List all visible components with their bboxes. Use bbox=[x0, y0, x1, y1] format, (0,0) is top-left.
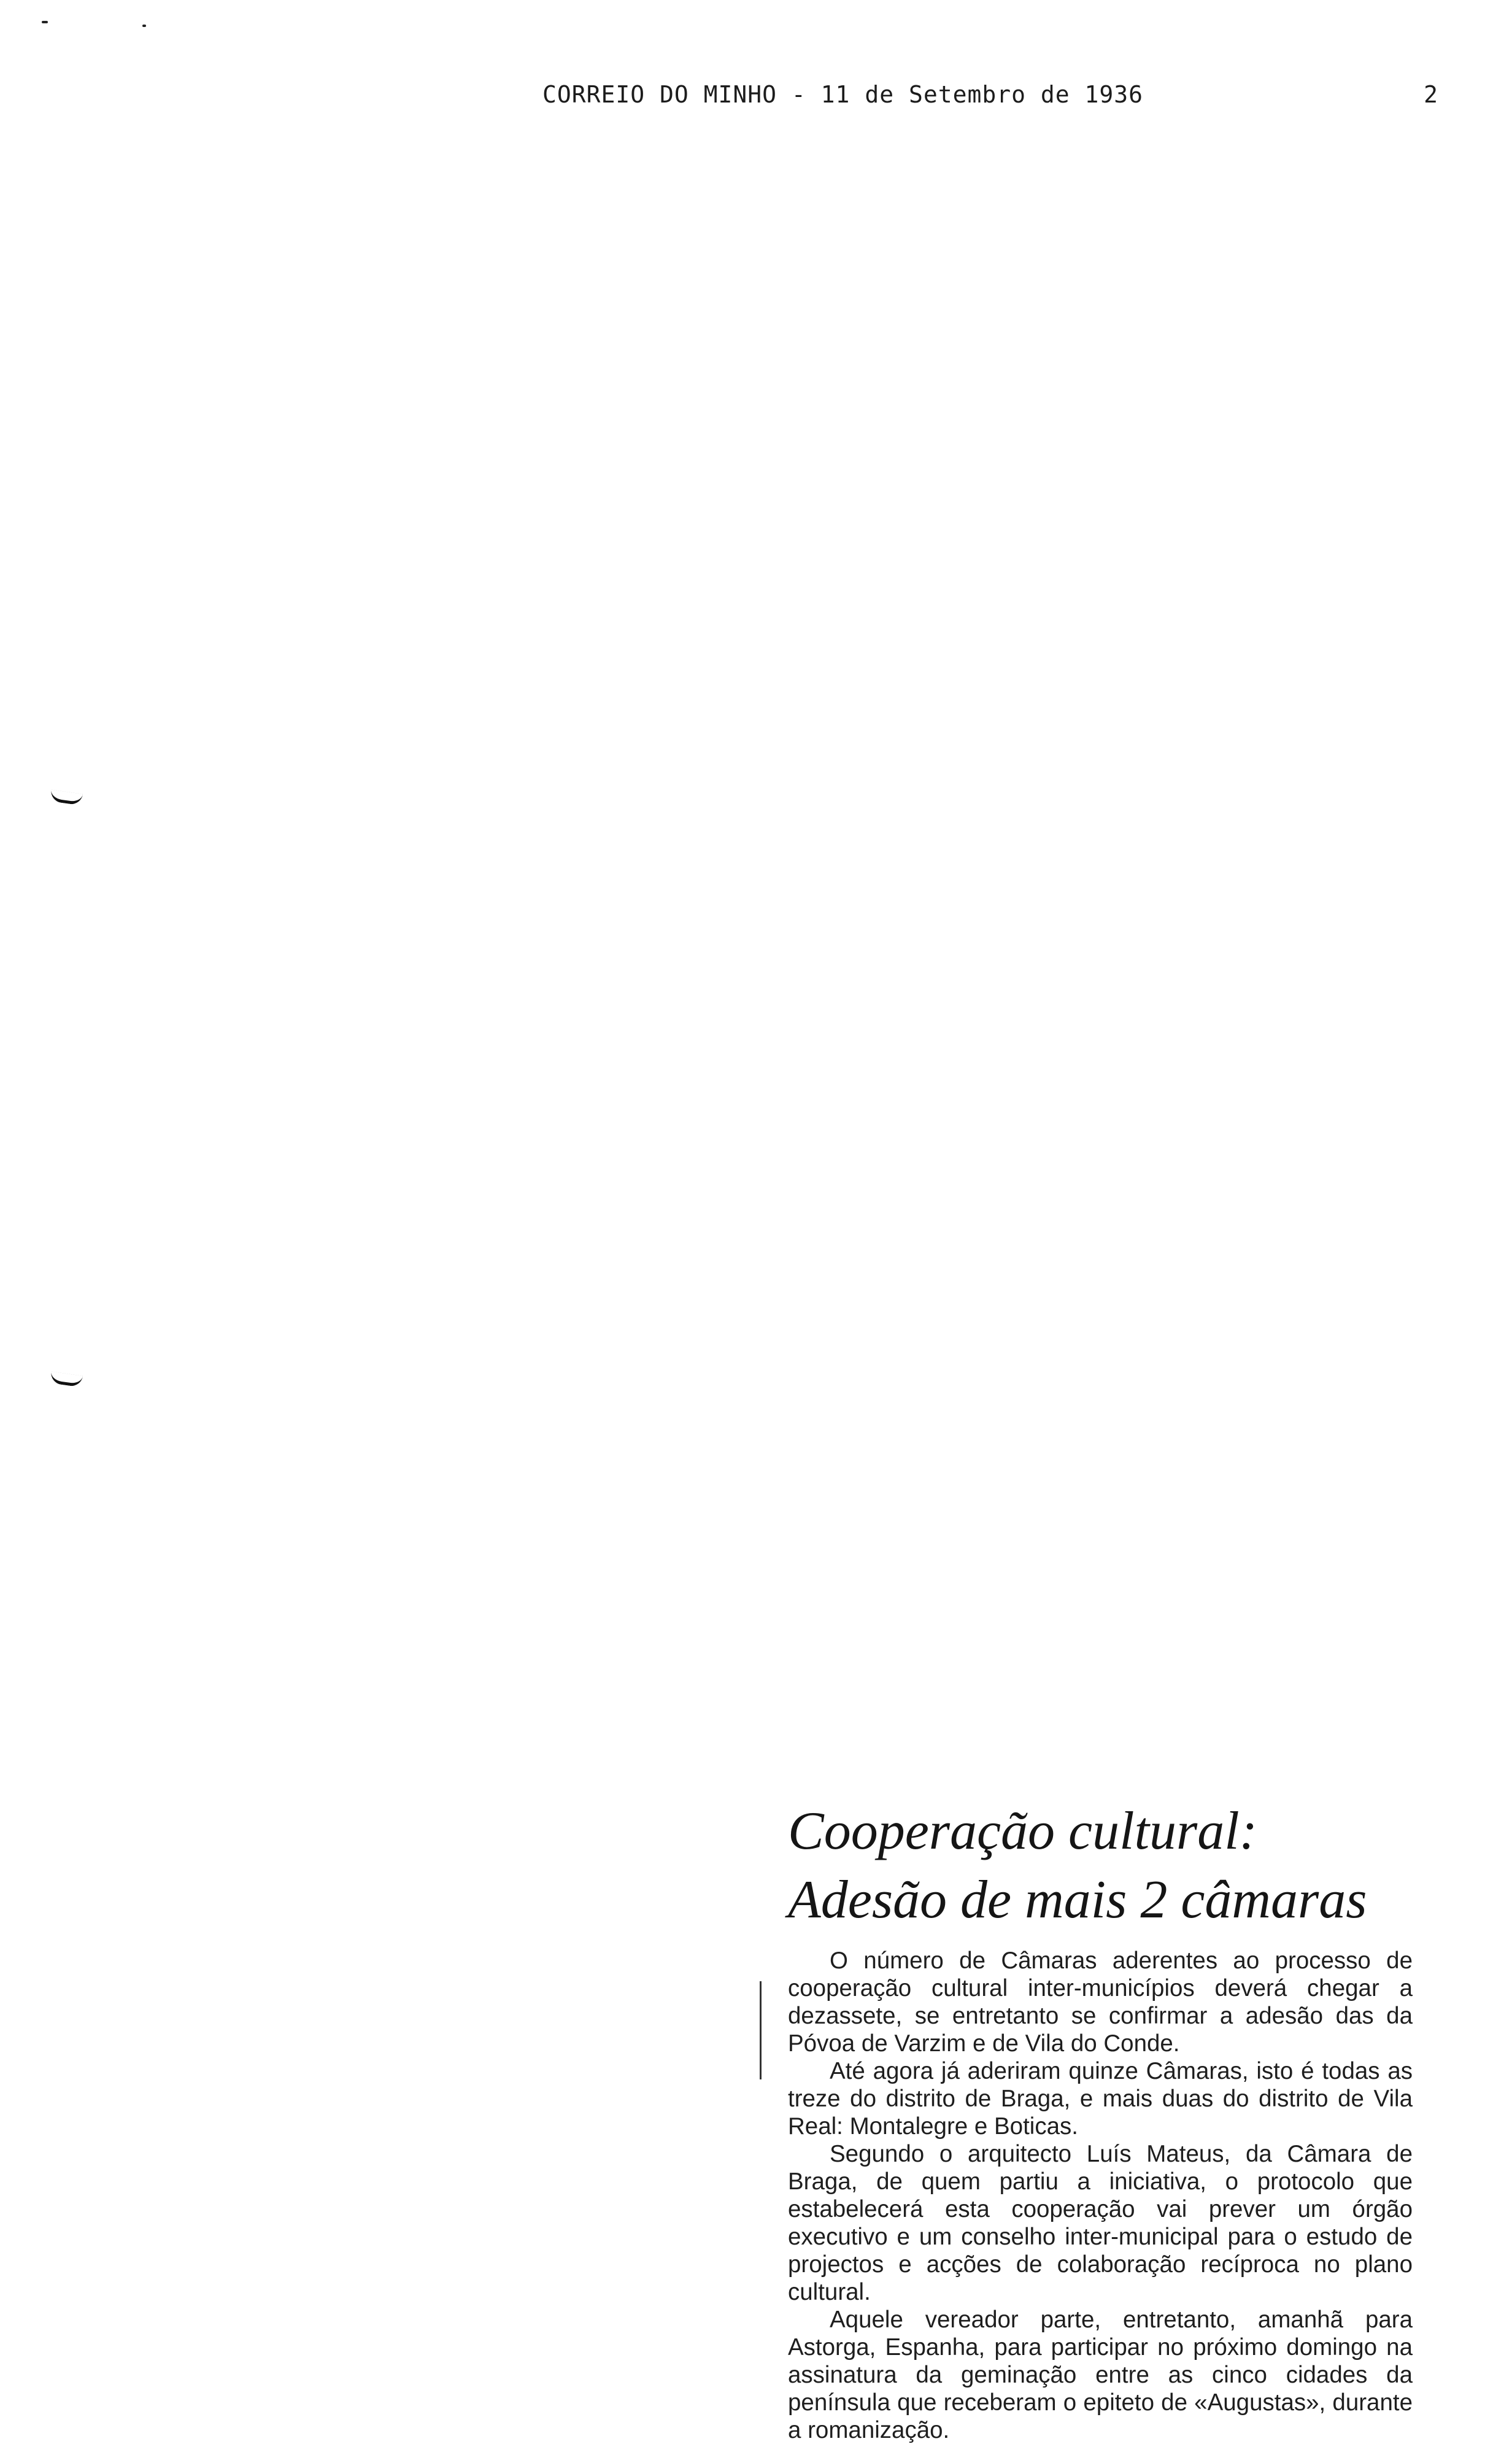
article-paragraph: O número de Câmaras aderentes ao processo de cooperação cultural inter-municípios deverá chegar a dezassete, se entretanto se confirmar a adesão das da Póvoa de Varzim e de Vila do Conde. bbox=[788, 1947, 1413, 2057]
page-header bbox=[542, 81, 1438, 118]
headline-line-2: Adesão de mais 2 câmaras bbox=[788, 1870, 1367, 1930]
scan-speck bbox=[42, 21, 48, 23]
article-paragraph: Até agora já aderiram quinze Câmaras, isto é todas as treze do distrito de Braga, e mais duas do distrito de Vila Real: Montalegre e Boticas. bbox=[788, 2058, 1413, 2140]
punch-hole-mark bbox=[50, 1371, 83, 1387]
headline-line-1: Cooperação cultural: bbox=[788, 1801, 1258, 1861]
article-body bbox=[788, 1947, 1413, 2444]
news-clipping bbox=[788, 1797, 1413, 2444]
scan-speck bbox=[142, 25, 146, 27]
punch-hole-mark bbox=[50, 789, 83, 805]
margin-rule bbox=[760, 1981, 762, 2079]
page-number: 2 bbox=[1424, 81, 1438, 108]
article-paragraph: Segundo o arquitecto Luís Mateus, da Câmara de Braga, de quem partiu a iniciativa, o protocolo que estabelecerá esta cooperação vai prever um órgão executivo e um conselho inter-municipal para o estudo de projectos e acções de colaboração recíproca no plano cultural. bbox=[788, 2141, 1413, 2305]
newspaper-source-line: CORREIO DO MINHO - 11 de Setembro de 1936 bbox=[542, 81, 1143, 108]
article-paragraph: Aquele vereador parte, entretanto, amanhã para Astorga, Espanha, para participar no próximo domingo na assinatura da geminação entre as cinco cidades da península que receberam o epiteto de «Augustas», durante a romanização. bbox=[788, 2307, 1413, 2443]
article-headline bbox=[788, 1797, 1413, 1935]
